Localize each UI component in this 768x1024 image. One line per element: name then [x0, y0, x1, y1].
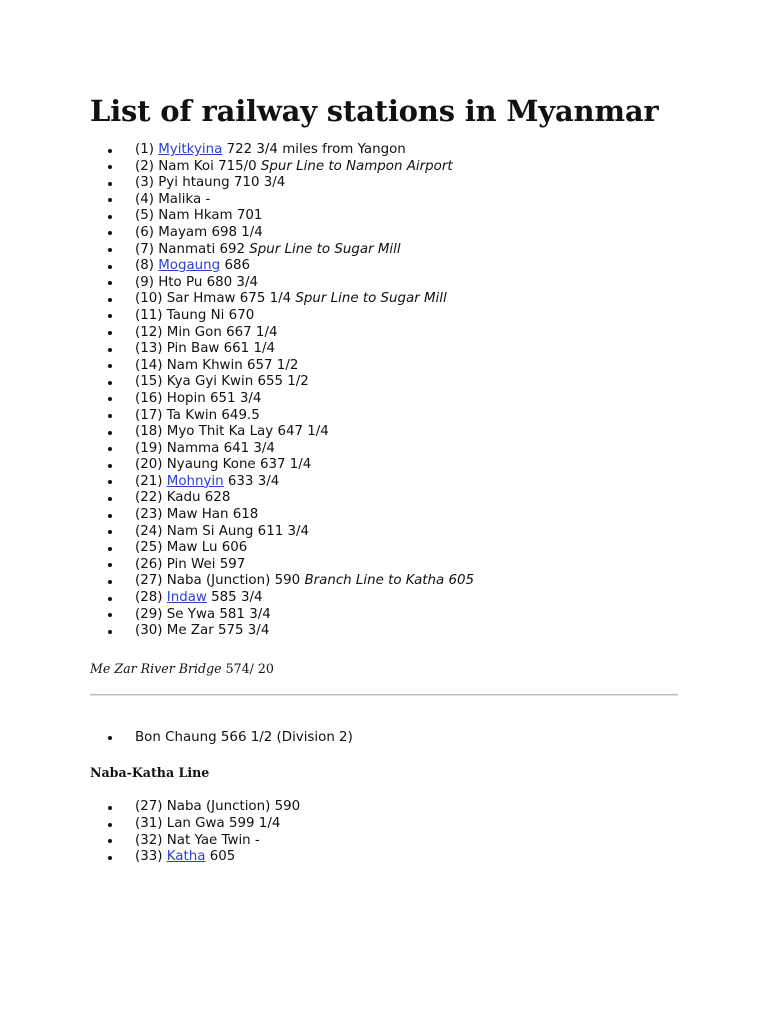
station-link-mogaung[interactable]: Mogaung [158, 258, 221, 274]
station-note: Spur Line to Sugar Mill [249, 241, 401, 257]
station-item: (13) Pin Baw 661 1/4 [135, 341, 680, 358]
division-list [90, 730, 680, 747]
bridge-note: Me Zar River Bridge 574/ 20 [90, 660, 274, 676]
station-item: (30) Me Zar 575 3/4 [135, 623, 680, 640]
station-item: (12) Min Gon 667 1/4 [135, 325, 680, 342]
station-item: (18) Myo Thit Ka Lay 647 1/4 [135, 424, 680, 441]
station-item: (32) Nat Yae Twin - [135, 833, 680, 850]
station-item: (14) Nam Khwin 657 1/2 [135, 358, 680, 375]
station-note: Spur Line to Nampon Airport [260, 158, 453, 174]
station-item: (21) Mohnyin 633 3/4 [135, 474, 680, 491]
station-item: (16) Hopin 651 3/4 [135, 391, 680, 408]
station-item: (17) Ta Kwin 649.5 [135, 408, 680, 425]
station-item: (27) Naba (Junction) 590 [135, 799, 680, 816]
divider [90, 694, 678, 696]
station-item: (24) Nam Si Aung 611 3/4 [135, 524, 680, 541]
station-item: (7) Nanmati 692 Spur Line to Sugar Mill [135, 242, 680, 259]
station-item: (31) Lan Gwa 599 1/4 [135, 816, 680, 833]
station-item: (20) Nyaung Kone 637 1/4 [135, 457, 680, 474]
station-item: (33) Katha 605 [135, 849, 680, 866]
article [90, 92, 680, 866]
station-item: (2) Nam Koi 715/0 Spur Line to Nampon Airport [135, 159, 680, 176]
station-item: (19) Namma 641 3/4 [135, 441, 680, 458]
station-item: (4) Malika - [135, 192, 680, 209]
branch-station-list [90, 799, 680, 865]
page-title: List of railway stations in Myanmar [90, 94, 659, 128]
station-item: (25) Maw Lu 606 [135, 540, 680, 557]
station-item: (3) Pyi htaung 710 3/4 [135, 175, 680, 192]
station-item: (27) Naba (Junction) 590 Branch Line to Katha 605 [135, 573, 680, 590]
station-item: (22) Kadu 628 [135, 490, 680, 507]
station-item: (15) Kya Gyi Kwin 655 1/2 [135, 374, 680, 391]
station-list [90, 142, 680, 640]
station-note: Branch Line to Katha 605 [304, 573, 475, 589]
station-item: (29) Se Ywa 581 3/4 [135, 607, 680, 624]
section-heading: Naba-Katha Line [90, 765, 210, 781]
station-link-mohnyin[interactable]: Mohnyin [166, 473, 224, 489]
station-item: Bon Chaung 566 1/2 (Division 2) [135, 730, 680, 747]
station-item: (1) Myitkyina 722 3/4 miles from Yangon [135, 142, 680, 159]
station-item: (5) Nam Hkam 701 [135, 208, 680, 225]
station-link-myitkyina[interactable]: Myitkyina [158, 142, 223, 157]
station-item: (28) Indaw 585 3/4 [135, 590, 680, 607]
station-link-indaw[interactable]: Indaw [166, 590, 207, 606]
station-item: (26) Pin Wei 597 [135, 557, 680, 574]
station-item: (9) Hto Pu 680 3/4 [135, 275, 680, 292]
station-item: (11) Taung Ni 670 [135, 308, 680, 325]
station-item: (10) Sar Hmaw 675 1/4 Spur Line to Sugar Mill [135, 291, 680, 308]
station-note: Spur Line to Sugar Mill [295, 291, 447, 307]
station-item: (8) Mogaung 686 [135, 258, 680, 275]
station-item: (23) Maw Han 618 [135, 507, 680, 524]
station-item: (6) Mayam 698 1/4 [135, 225, 680, 242]
station-link-katha[interactable]: Katha [166, 849, 206, 865]
